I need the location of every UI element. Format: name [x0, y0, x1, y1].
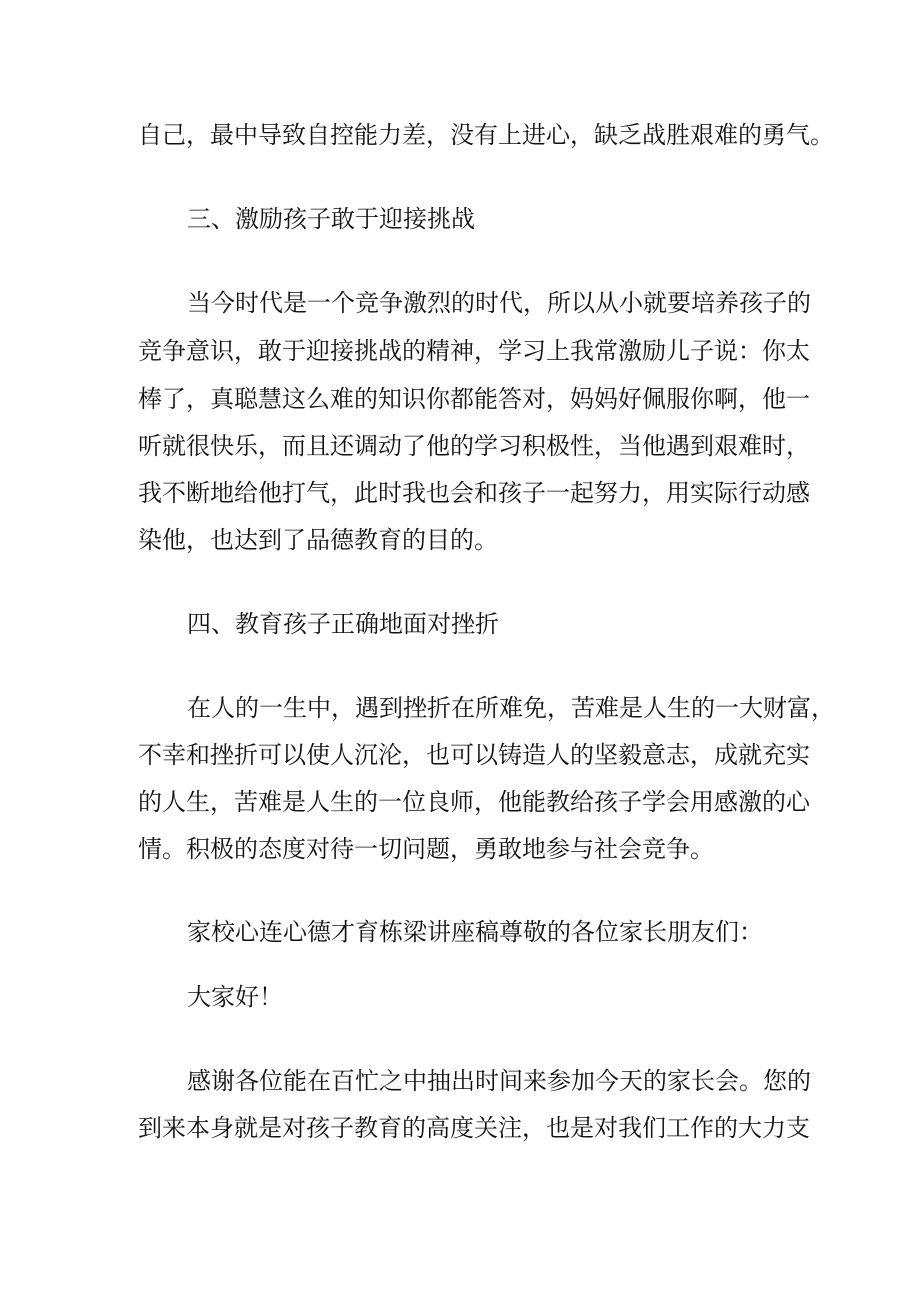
paragraph-line: 的人生，苦难是人生的一位良师，他能教给孩子学会用感激的心	[138, 788, 810, 816]
paragraph-line: 感谢各位能在百忙之中抽出时间来参加今天的家长会。您的	[187, 1067, 811, 1095]
paragraph-line: 竞争意识，敢于迎接挑战的精神，学习上我常激励儿子说：你太	[138, 337, 810, 365]
paragraph-line: 到来本身就是对孩子教育的高度关注，也是对我们工作的大力支	[138, 1114, 810, 1142]
paragraph-line: 听就很快乐，而且还调动了他的学习积极性，当他遇到艰难时，	[138, 432, 810, 460]
paragraph-line: 当今时代是一个竞争激烈的时代，所以从小就要培养孩子的	[187, 289, 811, 317]
section-heading: 三、激励孩子敢于迎接挑战	[187, 205, 475, 233]
paragraph-line: 不幸和挫折可以使人沉沦，也可以铸造人的坚毅意志，成就充实	[138, 741, 810, 769]
paragraph-line: 染他，也达到了品德教育的目的。	[138, 526, 498, 554]
paragraph-line: 棒了，真聪慧这么难的知识你都能答对，妈妈好佩服你啊，他一	[138, 385, 810, 413]
paragraph-line: 我不断地给他打气，此时我也会和孩子一起努力，用实际行动感	[138, 479, 810, 507]
section-heading: 四、教育孩子正确地面对挫折	[187, 610, 499, 638]
paragraph-line: 情。积极的态度对待一切问题，勇敢地参与社会竞争。	[138, 835, 714, 863]
paragraph-line: 在人的一生中，遇到挫折在所难免，苦难是人生的一大财富，	[187, 694, 835, 722]
greeting: 大家好！	[187, 983, 283, 1011]
paragraph-line: 自己，最中导致自控能力差，没有上进心，缺乏战胜艰难的勇气。	[138, 121, 834, 149]
document-title-line: 家校心连心德才育栋梁讲座稿尊敬的各位家长朋友们：	[187, 918, 763, 946]
